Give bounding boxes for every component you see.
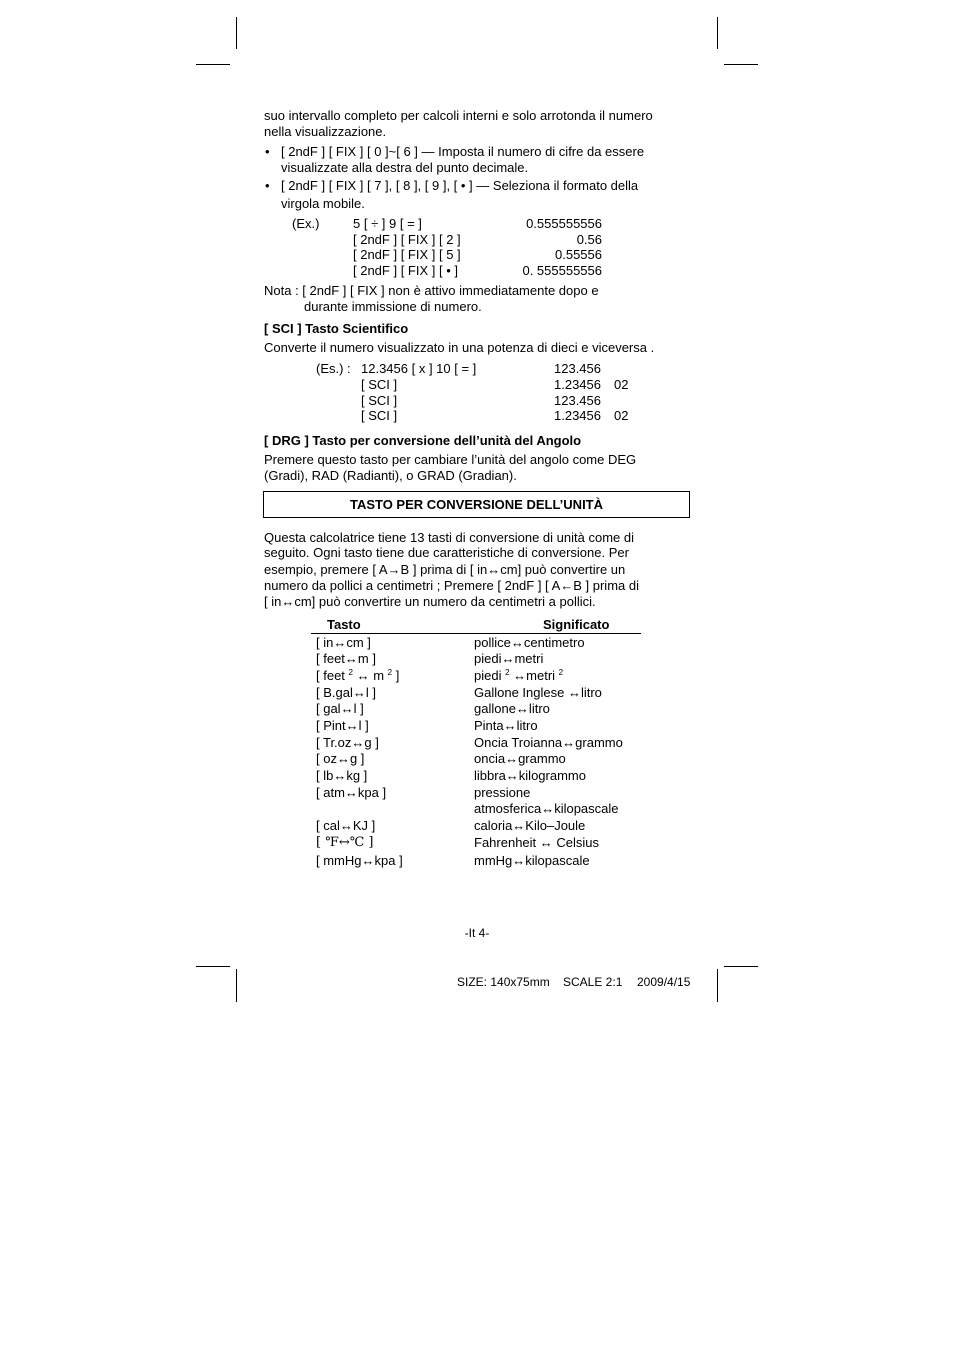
table-row-meaning-continued: atmosferica↔kilopascale [474, 801, 619, 816]
table-row-meaning: pressione [474, 785, 531, 800]
sci-example-result: 123.456 [554, 393, 601, 408]
table-row-meaning: Pinta↔litro [474, 718, 538, 733]
page-number: -It 4- [464, 926, 490, 940]
conv-para-line: Questa calcolatrice tiene 13 tasti di conversione di unità come di [264, 530, 634, 545]
crop-mark-bottom-right-v [717, 969, 718, 1002]
crop-mark-top-right-v [717, 17, 718, 49]
fix-example-keys: [ 2ndF ] [ FIX ] [ • ] [353, 263, 458, 278]
bullet-2-line-2: virgola mobile. [281, 196, 365, 211]
table-row-key: [ gal↔l ] [316, 701, 364, 716]
bullet-dot: • [265, 144, 270, 159]
table-row-meaning: caloria↔Kilo–Joule [474, 818, 586, 833]
table-row-key: [ Pint↔l ] [316, 718, 369, 733]
table-row-key: [ feet $^2$ ↔ m $^2$ ] [316, 668, 400, 683]
table-row-meaning: oncia↔grammo [474, 751, 566, 766]
table-header-rule [311, 633, 641, 634]
fix-example-keys: [ 2ndF ] [ FIX ] [ 5 ] [353, 247, 461, 262]
drg-line-2: (Gradi), RAD (Radianti), o GRAD (Gradian). [264, 468, 517, 483]
section-title: TASTO PER CONVERSIONE DELL’UNITÀ [349, 497, 604, 512]
table-header-key: Tasto [327, 617, 361, 632]
fix-example-result: 0.56 [576, 232, 602, 247]
table-row-meaning: piedi $^2$ ↔metri $^2$ [474, 668, 564, 683]
sci-example-label: (Es.) : [316, 361, 351, 376]
crop-mark-top-left-h [196, 64, 230, 65]
footer-size: SIZE: 140x75mm [457, 975, 550, 989]
table-header-meaning: Significato [543, 617, 610, 632]
crop-mark-bottom-left-v [236, 969, 237, 1002]
table-row-meaning: Gallone Inglese ↔litro [474, 685, 602, 700]
footer-date: 2009/4/15 [637, 975, 691, 989]
fix-example-keys: 5 [ ÷ ] 9 [ = ] [353, 216, 422, 231]
table-row-meaning: mmHg↔kilopascale [474, 853, 590, 868]
table-row-key: [ Tr.oz↔g ] [316, 735, 379, 750]
note-line-1: Nota : [ 2ndF ] [ FIX ] non è attivo immediatamente dopo e [264, 283, 599, 298]
sci-example-result: 1.23456 [554, 377, 601, 392]
table-row-key: [ atm↔kpa ] [316, 785, 387, 800]
bullet-1-line-1: [ 2ndF ] [ FIX ] [ 0 ]~[ 6 ] — Imposta il numero di cifre da essere [281, 144, 645, 159]
sci-example-keys: [ SCI ] [361, 408, 398, 423]
table-row-meaning: libbra↔kilogrammo [474, 768, 586, 783]
fix-example-label: (Ex.) [292, 216, 320, 231]
intro-line-1: suo intervallo completo per calcoli interni e solo arrotonda il numero [264, 108, 653, 123]
table-row-key: [ oz↔g ] [316, 751, 365, 766]
sci-example-exponent: 02 [614, 377, 629, 392]
footer-scale: SCALE 2:1 [563, 975, 623, 989]
sci-example-result: 123.456 [554, 361, 601, 376]
sci-example-keys: [ SCI ] [361, 393, 398, 408]
sci-example-result: 1.23456 [554, 408, 601, 423]
sci-heading: [ SCI ] Tasto Scientifico [264, 321, 409, 336]
crop-mark-top-right-h [724, 64, 758, 65]
sci-example-exponent: 02 [614, 408, 629, 423]
table-row-meaning: Oncia Troianna↔grammo [474, 735, 623, 750]
conv-para-line: esempio, premere [ A→B ] prima di [ in↔cm] può convertire un [264, 562, 626, 577]
note-line-2: durante immissione di numero. [304, 299, 482, 314]
bullet-2-line-1: [ 2ndF ] [ FIX ] [ 7 ], [ 8 ], [ 9 ], [ • ] — Seleziona il formato della [281, 178, 639, 193]
table-row-key: [ cal↔KJ ] [316, 818, 376, 833]
table-row-meaning: pollice↔centimetro [474, 635, 585, 650]
sci-description: Converte il numero visualizzato in una potenza di dieci e viceversa . [264, 340, 655, 355]
intro-line-2: nella visualizzazione. [264, 124, 387, 139]
bullet-1-line-2: visualizzate alla destra del punto decimale. [281, 160, 529, 175]
crop-mark-bottom-left-h [196, 966, 230, 967]
table-row-meaning: gallone↔litro [474, 701, 550, 716]
table-row-key: [ B.gal↔l ] [316, 685, 376, 700]
table-row-meaning: Fahrenheit ↔ Celsius [474, 835, 599, 850]
table-row-key: [ ℉↔℃ ] [316, 835, 374, 850]
table-row-key: [ lb↔kg ] [316, 768, 368, 783]
sci-example-keys: 12.3456 [ x ] 10 [ = ] [361, 361, 477, 376]
drg-line-1: Premere questo tasto per cambiare l’unità del angolo come DEG [264, 452, 637, 467]
drg-heading: [ DRG ] Tasto per conversione dell’unità del Angolo [264, 433, 582, 448]
crop-mark-top-left-v [236, 17, 237, 49]
table-row-meaning: piedi↔metri [474, 651, 544, 666]
table-row-key: [ in↔cm ] [316, 635, 371, 650]
fix-example-result: 0. 555555556 [522, 263, 602, 278]
fix-example-result: 0.55556 [555, 247, 602, 262]
bullet-dot: • [265, 178, 270, 193]
conv-para-line: seguito. Ogni tasto tiene due caratteristiche di conversione. Per [264, 545, 629, 560]
conv-para-line: numero da pollici a centimetri ; Premere [ 2ndF ] [ A←B ] prima di [264, 578, 639, 593]
fix-example-keys: [ 2ndF ] [ FIX ] [ 2 ] [353, 232, 461, 247]
table-row-key: [ feet↔m ] [316, 651, 376, 666]
conv-para-line: [ in↔cm] può convertire un numero da centimetri a pollici. [264, 594, 596, 609]
table-row-key: [ mmHg↔kpa ] [316, 853, 403, 868]
crop-mark-bottom-right-h [724, 966, 758, 967]
fix-example-result: 0.555555556 [526, 216, 602, 231]
section-title-box [263, 491, 690, 518]
sci-example-keys: [ SCI ] [361, 377, 398, 392]
